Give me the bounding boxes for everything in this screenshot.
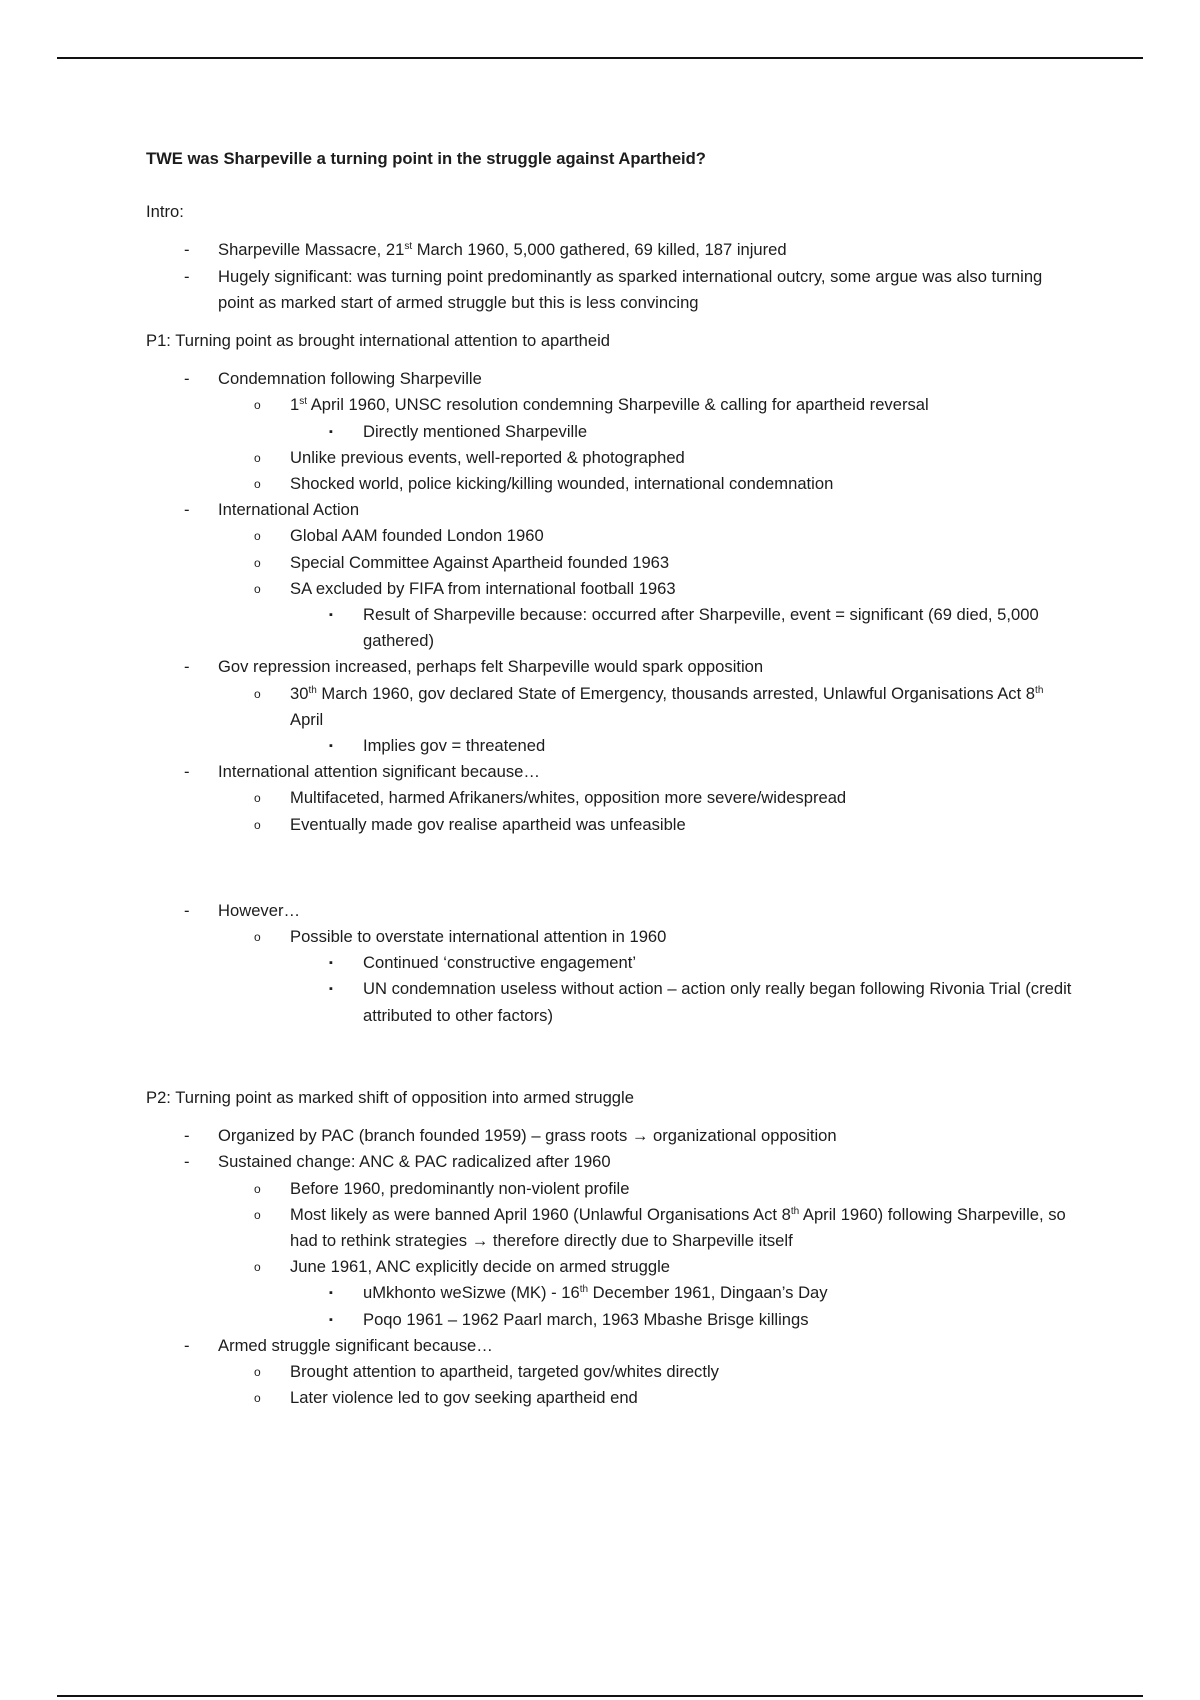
list-item-text: Armed struggle significant because… xyxy=(218,1335,493,1355)
list-item xyxy=(146,1149,1076,1175)
list-item xyxy=(146,1123,1076,1149)
square-bullet: ▪ xyxy=(329,425,333,438)
list-item xyxy=(146,812,1076,838)
list-item-text: uMkhonto weSizwe (MK) - 16 xyxy=(363,1283,580,1303)
square-bullet: ▪ xyxy=(329,609,333,622)
list-item-text: Later violence led to gov seeking apartheid end xyxy=(290,1388,638,1408)
dash-bullet: - xyxy=(184,500,190,520)
circle-bullet: o xyxy=(254,1364,261,1379)
list-item xyxy=(146,419,1076,445)
list-item-text: 1 xyxy=(290,395,300,415)
list-item xyxy=(146,392,1076,418)
circle-bullet: o xyxy=(254,555,261,570)
superscript-text: th xyxy=(579,1284,589,1296)
dash-bullet: - xyxy=(184,240,190,260)
circle-bullet: o xyxy=(254,1391,261,1406)
list-item-text: Hugely significant: was turning point predominantly as sparked international outcry, some argue was also turning point as marked start of armed struggle but this is less convincing xyxy=(218,266,1043,312)
list-item-text: SA excluded by FIFA from international football 1963 xyxy=(290,578,676,598)
circle-bullet: o xyxy=(254,529,261,544)
list-item xyxy=(146,550,1076,576)
list-item-text: Gov repression increased, perhaps felt Sharpeville would spark opposition xyxy=(218,657,764,677)
superscript-text: th xyxy=(308,684,317,696)
list-item-text: Possible to overstate international attention in 1960 xyxy=(290,927,667,947)
header-rule xyxy=(57,57,1143,59)
list-item-text: UN condemnation useless without action – action only really began following Rivonia Trial (credit attributed to other factors) xyxy=(363,979,1072,1025)
list-item-text: Multifaceted, harmed Afrikaners/whites, opposition more severe/widespread xyxy=(290,788,847,808)
dash-bullet: - xyxy=(184,657,190,677)
superscript-text: st xyxy=(299,396,308,408)
list-item xyxy=(146,366,1076,392)
list-item xyxy=(146,576,1076,602)
dash-bullet: - xyxy=(184,1152,190,1172)
list-item-text: Brought attention to apartheid, targeted gov/whites directly xyxy=(290,1361,719,1381)
document-title: TWE was Sharpeville a turning point in the struggle against Apartheid? xyxy=(146,149,706,168)
list-item-text: April 1960) following Sharpeville, so had to rethink strategies → therefore directly due to Sharpeville itself xyxy=(290,1204,1066,1250)
list-item-text: Poqo 1961 – 1962 Paarl march, 1963 Mbashe Brisge killings xyxy=(363,1309,809,1329)
list-item-text: However… xyxy=(218,900,301,920)
list-item xyxy=(146,237,1076,263)
square-bullet: ▪ xyxy=(329,1313,333,1326)
list-item xyxy=(146,759,1076,785)
p1-heading: P1: Turning point as brought international attention to apartheid xyxy=(146,331,611,351)
list-item-text: Global AAM founded London 1960 xyxy=(290,526,544,546)
dash-bullet: - xyxy=(184,369,190,389)
spacer xyxy=(146,1029,1076,1085)
list-item xyxy=(146,950,1076,976)
list-item xyxy=(146,1307,1076,1333)
circle-bullet: o xyxy=(254,1207,261,1222)
list-item-text: Directly mentioned Sharpeville xyxy=(363,421,588,441)
superscript-text: th xyxy=(790,1205,800,1217)
list-item-text: Unlike previous events, well-reported & photographed xyxy=(290,447,685,467)
list-item-text: April 1960, UNSC resolution condemning Sharpeville & calling for apartheid reversal xyxy=(307,395,929,415)
list-item-text: April xyxy=(290,709,324,729)
circle-bullet: o xyxy=(254,1260,261,1275)
list-item xyxy=(146,264,1076,316)
circle-bullet: o xyxy=(254,791,261,806)
list-item-text: March 1960, gov declared State of Emergency, thousands arrested, Unlawful Organisations Act 8 xyxy=(316,683,1036,703)
superscript-text: th xyxy=(1035,684,1044,696)
square-bullet: ▪ xyxy=(329,740,333,753)
list-item xyxy=(146,1385,1076,1411)
footer-rule xyxy=(57,1695,1143,1697)
list-item-text: Most likely as were banned April 1960 (Unlawful Organisations Act 8 xyxy=(290,1204,791,1224)
list-item xyxy=(146,471,1076,497)
list-item-text: Before 1960, predominantly non-violent profile xyxy=(290,1178,630,1198)
circle-bullet: o xyxy=(254,930,261,945)
circle-bullet: o xyxy=(254,477,261,492)
list-item xyxy=(146,681,1076,733)
list-item xyxy=(146,445,1076,471)
circle-bullet: o xyxy=(254,1181,261,1196)
list-item xyxy=(146,1280,1076,1306)
dash-bullet: - xyxy=(184,1126,190,1146)
dash-bullet: - xyxy=(184,762,190,782)
list-item xyxy=(146,1333,1076,1359)
list-item xyxy=(146,898,1076,924)
list-item xyxy=(146,976,1076,1028)
list-item-text: International attention significant because… xyxy=(218,762,540,782)
circle-bullet: o xyxy=(254,450,261,465)
list-item-text: June 1961, ANC explicitly decide on armed struggle xyxy=(290,1257,671,1277)
square-bullet: ▪ xyxy=(329,983,333,996)
list-item-text: Result of Sharpeville because: occurred after Sharpeville, event = significant (69 died, 5,000 gathered) xyxy=(363,605,1039,651)
list-item xyxy=(146,785,1076,811)
list-item xyxy=(146,1202,1076,1254)
list-item-text: Implies gov = threatened xyxy=(363,736,546,756)
list-item-text: Eventually made gov realise apartheid was unfeasible xyxy=(290,814,686,834)
p1-however-list xyxy=(146,898,1076,1029)
list-item xyxy=(146,1359,1076,1385)
list-item-text: 30 xyxy=(290,683,309,703)
p2-heading: P2: Turning point as marked shift of opposition into armed struggle xyxy=(146,1087,634,1107)
square-bullet: ▪ xyxy=(329,1287,333,1300)
circle-bullet: o xyxy=(254,581,261,596)
list-item xyxy=(146,924,1076,950)
list-item-text: March 1960, 5,000 gathered, 69 killed, 187 injured xyxy=(412,240,787,260)
list-item-text: Sharpeville Massacre, 21 xyxy=(218,240,405,260)
circle-bullet: o xyxy=(254,398,261,413)
p1-list xyxy=(146,366,1076,838)
list-item-text: Condemnation following Sharpeville xyxy=(218,369,482,389)
list-item-text: Special Committee Against Apartheid founded 1963 xyxy=(290,552,670,572)
list-item-text: Continued ‘constructive engagement’ xyxy=(363,953,637,973)
list-item xyxy=(146,523,1076,549)
spacer xyxy=(146,838,1076,898)
dash-bullet: - xyxy=(184,900,190,920)
p2-list xyxy=(146,1123,1076,1411)
list-item xyxy=(146,497,1076,523)
intro-list xyxy=(146,237,1076,316)
circle-bullet: o xyxy=(254,686,261,701)
list-item-text: December 1961, Dingaan’s Day xyxy=(588,1283,828,1303)
list-item-text: Sustained change: ANC & PAC radicalized after 1960 xyxy=(218,1152,611,1172)
list-item xyxy=(146,1254,1076,1280)
list-item xyxy=(146,602,1076,654)
superscript-text: st xyxy=(404,241,413,253)
dash-bullet: - xyxy=(184,1335,190,1355)
circle-bullet: o xyxy=(254,817,261,832)
square-bullet: ▪ xyxy=(329,957,333,970)
list-item-text: Shocked world, police kicking/killing wounded, international condemnation xyxy=(290,474,834,494)
list-item xyxy=(146,1176,1076,1202)
intro-label: Intro: xyxy=(146,202,184,222)
list-item xyxy=(146,733,1076,759)
list-item-text: International Action xyxy=(218,500,360,520)
document-body xyxy=(146,146,1076,1411)
list-item-text: Organized by PAC (branch founded 1959) – grass roots → organizational opposition xyxy=(218,1126,837,1146)
dash-bullet: - xyxy=(184,266,190,286)
list-item xyxy=(146,654,1076,680)
